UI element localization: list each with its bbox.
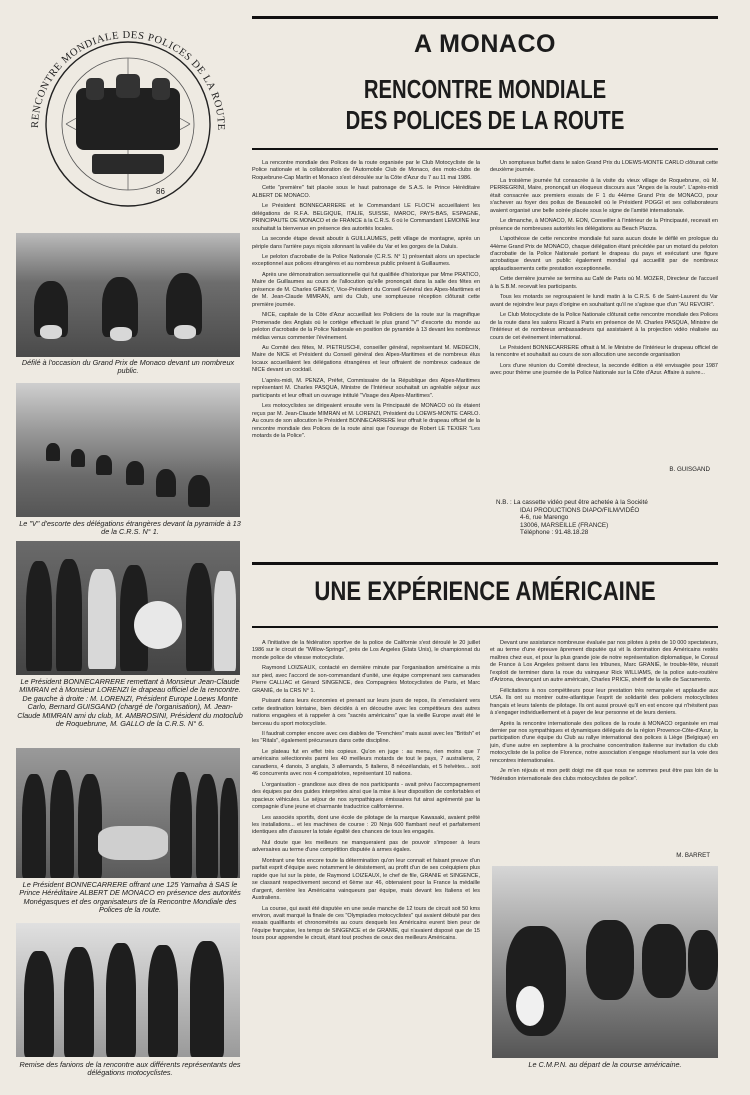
paragraph: Le Club Motocycliste de la Police Nationale clôturait cette rencontre mondiale des Polices de la route dans les salons Ricard à Paris en présence de M. Charles PASQUA, Ministre de l'Intérieur et de nombreux ambassadeurs qui assistaient à la projection vidéo réalisée au cours de cet événement international. (490, 312, 718, 341)
paragraph: Après une démonstration sensationnelle qui fut qualifiée d'historique par Mme PRATICO, Maire de Guillaumes au cours de l'allocution qu'elle prononçait dans la salle des fêtes en présence de M. Charles GINESY, Vice-Président du Conseil Général des Alpes-Maritimes et de M. Jean-Claude MIMRAN, ami du Club, une somptueuse réception clôturait cette première journée. (252, 271, 480, 308)
paragraph: Devant une assistance nombreuse évaluée par nos pilotes à près de 10 000 spectateurs, et au terme d'une épreuve âprement disputée qui vit la domination des Américains restés maîtres chez eux, et pour la plus grande joie de notre représentation diplomatique, le Consul de France à Los Angeles présent dans les tribunes, Marc GRANIÉ, le trouble-fête, réussit l'exploit de terminer dans la roue du vainqueur Rick WILLIAMS, de la police auto-routière d'Arizona, devançant un autre américain, Charles PRICE, shériff de la ville de Sacramento. (490, 640, 718, 684)
paragraph: L'organisation - grandiose aux dires de nos participants - avait prévu l'accompagnement des équipes par des guides interprètes ainsi que la mise à leur disposition de confortables et spacieux véhicules. Le séjour de nos sympathiques émissaires fut ainsi agrémenté par la compagnie d'une jeune et charmante traductrice californienne. (252, 781, 480, 811)
paragraph: Au Comité des fêtes, M. PIETRUSCHI, conseiller général, représentant M. MEDECIN, Maire de NICE et Président du Conseil général des Alpes-Maritimes et de nombreux élus locaux accueillaient les délégations étrangères et leur offraient de nombreux cadeaux de NICE devant un cocktail. (252, 344, 480, 374)
header-rule-bottom (252, 148, 718, 150)
paragraph: Les associés sportifs, dont une école de pilotage de la marque Kawasaki, avaient prêté les installations... et les machines de course : 20 Ninja 600 flambant neuf et parfaitement identiques afin d'assurer la totale égalité des chances de tous les engagés. (252, 814, 480, 836)
logo-emblem (16, 16, 240, 222)
headline-line-2: DES POLICES DE LA ROUTE (345, 105, 625, 135)
paragraph: La seconde étape devait aboutir à GUILLAUMES, petit village de montagne, après un périple dans l'arrière pays niçois silonnant la vallée du Var et les gorges de la Daluis. (252, 236, 480, 250)
caption-1: Défilé à l'occasion du Grand Prix de Monaco devant un nombreux public. (21, 359, 235, 376)
caption-4: Le Président BONNECARRERE offrant une 125 Yamaha à SAS le Prince Héréditaire ALBERT DE MONACO en présence des autorités Monégasques et des organisateurs de la Rencontre Mondiale des Polices de la route. (19, 881, 241, 915)
paragraph: La course, qui avait été disputée en une seule manche de 12 tours de circuit soit 50 kms environ, avait marqué la finale de ces "Olympiades motocyclistes" qui avaient débuté par des essais qualifiants et chronométrés au cours desquels les Américains eurent bien peur de l'équipe française, les temps de SINGENCE et de GRANIE, qui n'avaient disposé que de 15 tours pour apprendre le circuit, étant tout proches de ceux des meilleurs Américains. (252, 905, 480, 942)
paragraph: Cette dernière journée se termina au Café de Paris où M. MOZER, Directeur de l'accueil à la S.B.M. recevait les participants. (490, 276, 718, 290)
svg-text:86: 86 (156, 187, 165, 196)
nb-line: 13006, MARSEILLE (FRANCE) (520, 521, 609, 529)
paragraph: Félicitations à nos compétiteurs pour leur prestation très remarquée et applaudie aux USA. Ils ont su montrer outre-atlantique l'esprit de solidarité des policiers motocyclistes français et leurs talents de pilotage. Ils ont aussi prouvé qu'il en est encore qui n'hésitent pas à s'engager individuellement et à payer de leur personne et de leurs deniers. (490, 687, 718, 717)
paragraph: A l'initiative de la fédération sportive de la police de Californie s'est déroulé le 20 juillet 1986 sur le circuit de "Willow-Springs", près de Los Angeles (Etats Unis), le championnat du monde police de vitesse motocycliste. (252, 640, 480, 661)
nb-line: 4-6, rue Marengo (520, 514, 569, 522)
paragraph: Les motocyclistes se dirigeaient ensuite vers la Principauté de MONACO où ils étaient reçus par M. Jean-Claude MIMRAN et M. LORENZI, Président du LOEWS-MONTE CARLO. Au cours de son allocution le Président BONNECARRERE leur offrait le drapeau officiel de la rencontre mondiale des Polices de la route ainsi que l'ouvrage de Robert LE TEXIER "Les motards de la Police". (252, 403, 480, 439)
photo-v-escort (16, 383, 240, 517)
article2-rule-top (252, 562, 718, 565)
paragraph: NICE, capitale de la Côte d'Azur accueillait les Policiers de la route sur la magnifique Promenade des Anglais où le cortège effectuait le plus grand "V" d'escorte du monde au peloton d'acrobatie de la Police Nationale en position de pyramide à 13 devant les nombreux médias venus commenter l'événement. (252, 312, 480, 341)
paragraph: Le Président BONNECARRERE offrait à M. le Ministre de l'Intérieur le drapeau officiel de la rencontre et souhaitait au cours de son allocution une seconde organisation (490, 344, 718, 359)
nb-line: N.B. : La cassette vidéo peut être achetée à la Société (496, 499, 648, 506)
nb-note (496, 499, 718, 541)
paragraph: Nul doute que les meilleurs ne manqueraient pas de pouvoir s'imposer à leurs adversaires au terme d'une compétition disputée à armes égales. (252, 839, 480, 854)
paragraph: Le Président BONNECARRERE et le Commandant LE FLOC'H accueillaient les délégations de R.F.A. BELGIQUE, ITALIE, SUISSE, MAROC, PAYS-BAS, ESPAGNE, PRINCIPAUTE DE MONACO et de FRANCE à la C.R.S. 6 où le Commandant LEMOINE leur souhaitait la bienvenue en présence des autorités locales. (252, 203, 480, 232)
paragraph: Je m'en réjouis et mon petit doigt me dit que nous ne sommes peut être pas loin de la "fédération internationale des clubs motocyclistes de police". (490, 768, 718, 782)
paragraph: L'apothéose de cette rencontre mondiale fut sans aucun doute le défilé en prologue du 44ème Grand Prix de MONACO, chaque délégation étant précédée par un motard du peloton d'acrobatie de la Police Nationale portant le drapeau du pays et exécutant une figure acrobatique devant un public également mondial qui accueillit par de nombreux applaudissements cette prestation exceptionnelle. (490, 236, 718, 272)
paragraph: La troisième journée fut consacrée à la visite du vieux village de Roquebrune, où M. PERREGRINI, Maire, prononçait un éloqueux discours aux "Anges de la route". L'après-midi était consacrée aux premiers essais de F 1 du 44ème Grand Prix de MONACO, pour s'achever au foyer des poilus de Beausoleil où le Président POGGI et ses collaborateurs avaient organisé une belle soirée placée sous le signe de l'amitié internationale. (490, 177, 718, 214)
caption-6: Le C.M.P.N. au départ de la course américaine. (528, 1061, 682, 1069)
article2-rule-bottom (252, 626, 718, 628)
photo-pennants (16, 923, 240, 1057)
header-rule-top (252, 16, 718, 19)
paragraph: La rencontre mondiale des Polices de la route organisée par le Club Motocycliste de la Police nationale et la collaboration de l'Automobile Club de Monaco, des moto-clubs de Roquebrune-Cap Martin et Monaco s'est déroulée sur la Côte d'Azur du 7 au 11 mai 1986. (252, 160, 480, 181)
paragraph: L'après-midi, M. PENZA, Préfet, Commissaire de la République des Alpes-Maritimes représentant M. Charles PASQUA, Ministre de l'Intérieur souhaitait un agréable séjour aux participants et leur offrait un ouvrage intitulé "Visage des Alpes-Maritimes". (252, 377, 480, 399)
paragraph: Le plateau fut en effet très copieux. Qu'on en juge : au menu, rien moins que 7 américains sélectionnés parmi les 40 meilleurs motards de tout le pays, 7 australiens, 2 canadiens, 4 danois, 3 anglais, 3 allemands, 5 italiens, 8 néozélandais, et 5 helvètes... soit 46 concurrents avec nos 4 compatriotes, représentant 10 nations. (252, 748, 480, 778)
signature-barret: M. BARRET (676, 852, 710, 859)
photo-yamaha-gift (16, 748, 240, 878)
caption-2: Le "V" d'escorte des délégations étrangères devant la pyramide à 13 de la C.R.S. N° 1. (19, 520, 241, 537)
article2-column-1 (252, 640, 480, 1080)
paragraph: Le peloton d'acrobatie de la Police Nationale (C.R.S. N° 1) présentait alors un spectacle exceptionnel aux polices étrangères et au nombreux public présent à Guillaumes. (252, 253, 480, 268)
logo-arc-text: RENCONTRE MONDIALE DES POLICES DE LA ROUTE (29, 29, 227, 131)
headline-rencontre (303, 74, 666, 140)
paragraph: Un somptueux buffet dans le salon Grand Prix du LOEWS-MONTE CARLO clôturait cette deuxième journée. (490, 160, 718, 174)
photo-parade-grand-prix (16, 233, 240, 357)
paragraph: Il faudrait compter encore avec ces diables de "Frenchies" mais aussi avec les "British" et les "Ritals", également précurseurs dans cette discipline. (252, 730, 480, 745)
photo-race-start (492, 866, 718, 1058)
headline-experience-americaine: UNE EXPÉRIENCE AMÉRICAINE (314, 576, 656, 606)
nb-line: IDAI PRODUCTIONS DIAPO/FILM/VIDÉO (520, 506, 640, 514)
paragraph: Cette "première" fait placée sous le haut patronage de S.A.S. le Prince Héréditaire ALBERT DE MONACO. (252, 185, 480, 199)
globe-emblem-icon (16, 16, 240, 222)
paragraph: Lors d'une réunion du Comité directeur, la seconde édition a été envisagée pour 1987 avec pour thème une journée de la Police Nationale sur la Côte d'Azur. Affaire à suivre... (490, 362, 718, 377)
paragraph: Montrant une fois encore toute la détermination qu'on leur connait et faisant preuve d'un parfait esprit d'équipe avec notamment le désistement, au profit d'un de ses coéquipiers plus rapide que lui sur la piste, de Raymond LOIZEAUX, le chef de file, GRANIE et SINGENCE, se classant respectivement second et 6ème sur 46, obtenaient pour la France la médaille d'argent, derrière les Américains vainqueurs par équipe, mais devant les Italiens et les Australiens. (252, 857, 480, 902)
paragraph: Raymond LOIZEAUX, contacté en dernière minute par l'organisation américaine a mis sur pied, avec l'accord de son-commandant d'unité, une équipe comprenant ses camarades Pierre CALLIAC et Gérard SINGENCE, des Compagnies Motocyclistes de Paris, et Marc GRANIÉ, de la CRS N° 1. (252, 665, 480, 694)
headline-line-1: RENCONTRE MONDIALE (363, 74, 607, 104)
paragraph: Le dimanche, à MONACO, M. EON, Conseiller à l'intérieur de la Principauté, recevait en présence de nombreuses autorités les délégations au Beach Plazza. (490, 218, 718, 232)
nb-line: Téléphone : 91.48.18.28 (520, 529, 589, 537)
paragraph: Puisant dans leurs économies et prenant sur leurs jours de repos, ils s'envolaient vers cette destination lointaine, bien décidés à en découdre avec les compétiteurs des autres nations engagées et à rappeler à ces "sacrés américains" que la vieille Europe avait été le berceau du sport motocycliste. (252, 698, 480, 727)
article1-column-1 (252, 160, 480, 555)
paragraph: Tous les motards se regroupaient le lundi matin à la C.R.S. 6 de Saint-Laurent du Var avant de rejoindre leur pays d'origine en souhaitant qu'il ne s'agisse que d'un "AU REVOIR". (490, 294, 718, 308)
caption-3: Le Président BONNECARRERE remettant à Monsieur Jean-Claude MIMRAN et à Monsieur LORENZI le drapeau officiel de la rencontre. De gauche à droite : M. LORENZI, Président Europe Loews Monte Carlo, Bernard GUISGAND (chargé de l'organisation), M. Jean-Claude MIMRAN ami du club, M. AMBROSINI, Président du motoclub de Roquebrune, M. GALLO de la C.R.S. N° 6. (17, 678, 243, 729)
photo-flag-ceremony (16, 541, 240, 675)
headline-a-monaco: A MONACO (414, 30, 556, 58)
article2-column-2 (490, 640, 718, 843)
paragraph: Après la rencontre internationale des polices de la route à MONACO organisée en mai dernier par nos sympathiques et dynamiques délégués de la région Provence-Côte-d'Azur, la participation d'une équipe du Club au rallye international des polices à Liège (Belgique) en juin, d'une autre en septembre à la prochaine concentration italienne sur invitation du club motocycliste de la police de Florence, notre association s'engage résolument sur la voie des rencontres internationales. (490, 720, 718, 764)
signature-guisgand: B. GUISGAND (669, 466, 710, 473)
caption-5: Remise des fanions de la rencontre aux différents représentants des délégations motocyclistes. (19, 1061, 241, 1078)
article1-column-2 (490, 160, 718, 460)
